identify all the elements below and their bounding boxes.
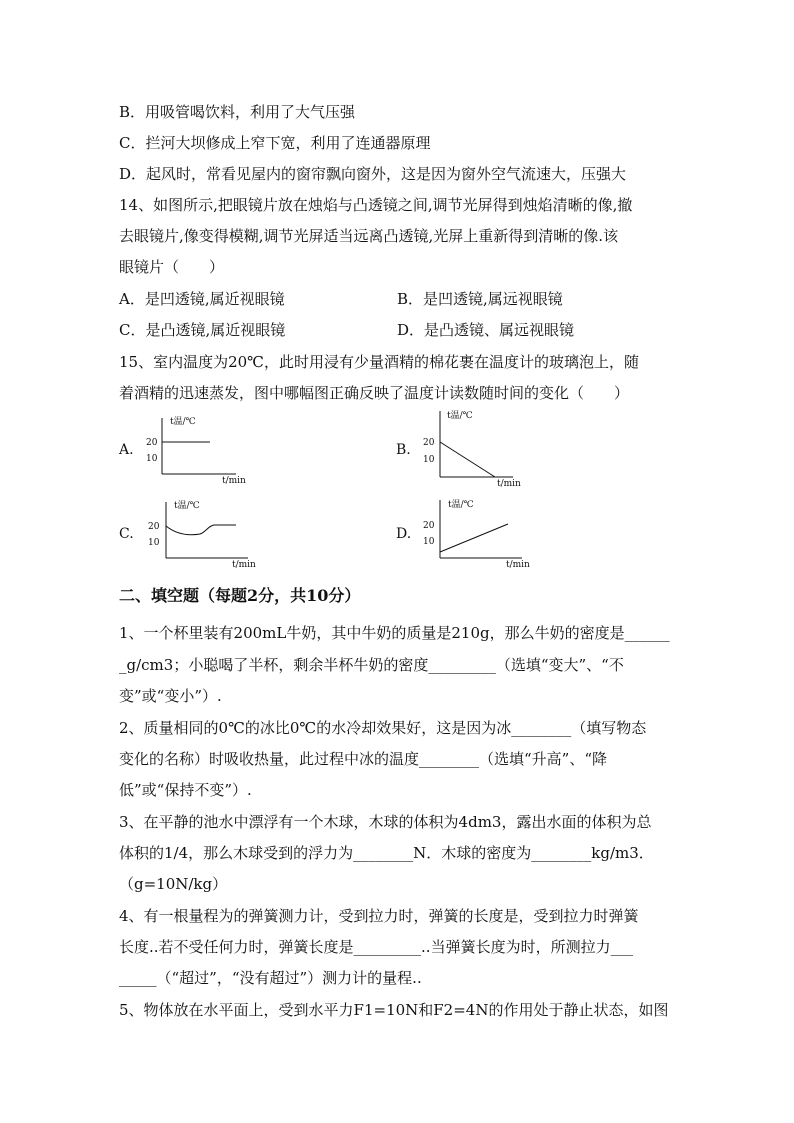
- fill-q5-line1: 5、物体放在水平面上，受到水平力F1=10N和F2=4N的作用处于静止状态，如图: [119, 1001, 669, 1019]
- fill-q1-line3: 变”或“变小”）.: [119, 687, 222, 705]
- graph-d-label: D.: [396, 526, 412, 542]
- fill-q1-line2: _g/cm3；小聪喝了半杯，剩余半杯牛奶的密度_________（选填“变大”、“不: [119, 656, 624, 674]
- q14-stem-line2: 去眼镜片,像变得模糊,调节光屏适当远离凸透镜,光屏上重新得到清晰的像.该: [119, 227, 619, 245]
- graph-a-xlabel: t/min: [222, 476, 246, 486]
- q15-stem-line1: 15、室内温度为20℃，此时用浸有少量酒精的棉花裹在温度计的玻璃泡上，随: [119, 353, 639, 371]
- q14-stem-line1: 14、如图所示,把眼镜片放在烛焰与凸透镜之间,调节光屏得到烛焰清晰的像,撤: [119, 196, 633, 214]
- graph-a: [140, 414, 250, 486]
- graph-c-curve: [166, 525, 236, 535]
- graph-b-xlabel: t/min: [497, 479, 521, 489]
- q15-stem-line2: 着酒精的迅速蒸发，图中哪幅图正确反映了温度计读数随时间的变化（ ）: [119, 384, 630, 402]
- graph-b-label: B.: [396, 442, 411, 458]
- graph-d-xlabel: t/min: [506, 560, 530, 570]
- fill-q2-line3: 低”或“保持不变”）.: [119, 781, 252, 799]
- graph-c-xlabel: t/min: [232, 560, 256, 570]
- fill-q2-line2: 变化的名称）时吸收热量，此过程中冰的温度________（选填“升高”、“降: [119, 750, 608, 768]
- graph-d-tick-20: 20: [423, 521, 435, 531]
- graph-d-tick-10: 10: [423, 537, 435, 547]
- q14-stem-line3: 眼镜片（ ）: [119, 258, 225, 276]
- graph-c-ylabel: t温/℃: [174, 501, 200, 511]
- q14-option-b: B．是凹透镜,属远视眼镜: [397, 290, 563, 308]
- fill-q2-line1: 2、质量相同的0℃的冰比0℃的水冷却效果好，这是因为冰________（填写物态: [119, 719, 647, 737]
- graph-c-tick-20: 20: [148, 522, 160, 532]
- graph-a-label: A.: [119, 442, 134, 458]
- q14-option-c: C．是凸透镜,属近视眼镜: [119, 321, 286, 339]
- fill-q4-line2: 长度..若不受任何力时，弹簧长度是_________..当弹簧长度为时，所测拉力___: [119, 938, 634, 956]
- graph-b-tick-10: 10: [423, 455, 435, 465]
- graph-a-ylabel: t温/℃: [170, 417, 196, 427]
- graph-c-tick-10: 10: [148, 538, 160, 548]
- q13-option-b: B．用吸管喝饮料，利用了大气压强: [119, 103, 356, 121]
- fill-q4-line3: _____（“超过”，“没有超过”）测力计的量程..: [119, 969, 422, 987]
- section-title-fill-in: 二、填空题（每题2分，共10分）: [119, 586, 361, 605]
- q14-option-d: D．是凸透镜、属远视眼镜: [397, 321, 575, 339]
- q13-option-d: D．起风时，常看见屋内的窗帘飘向窗外，这是因为窗外空气流速大，压强大: [119, 165, 627, 183]
- fill-q3-line2: 体积的1/4，那么木球受到的浮力为________N．木球的密度为________kg/m3．: [119, 844, 654, 862]
- graph-b-tick-20: 20: [423, 438, 435, 448]
- graph-d: [418, 496, 538, 570]
- graph-d-curve: [440, 524, 508, 552]
- graph-b-curve: [440, 442, 495, 477]
- graph-c: [144, 498, 264, 570]
- graph-b-ylabel: t温/℃: [447, 411, 473, 421]
- q14-option-a: A．是凹透镜,属近视眼镜: [119, 290, 285, 308]
- fill-q3-line1: 3、在平静的池水中漂浮有一个木球，木球的体积为4dm3，露出水面的体积为总: [119, 813, 652, 831]
- fill-q4-line1: 4、有一根量程为的弹簧测力计，受到拉力时，弹簧的长度是，受到拉力时弹簧: [119, 907, 639, 925]
- q13-option-c: C．拦河大坝修成上窄下宽，利用了连通器原理: [119, 134, 431, 152]
- graph-a-tick-10: 10: [146, 454, 158, 464]
- graph-d-ylabel: t温/℃: [448, 500, 474, 510]
- graph-a-tick-20: 20: [146, 438, 158, 448]
- graph-b: [419, 409, 529, 489]
- fill-q3-line3: （g=10N/kg）: [119, 875, 228, 893]
- graph-c-label: C.: [119, 526, 134, 542]
- fill-q1-line1: 1、一个杯里装有200mL牛奶，其中牛奶的质量是210g，那么牛奶的密度是______: [119, 624, 670, 642]
